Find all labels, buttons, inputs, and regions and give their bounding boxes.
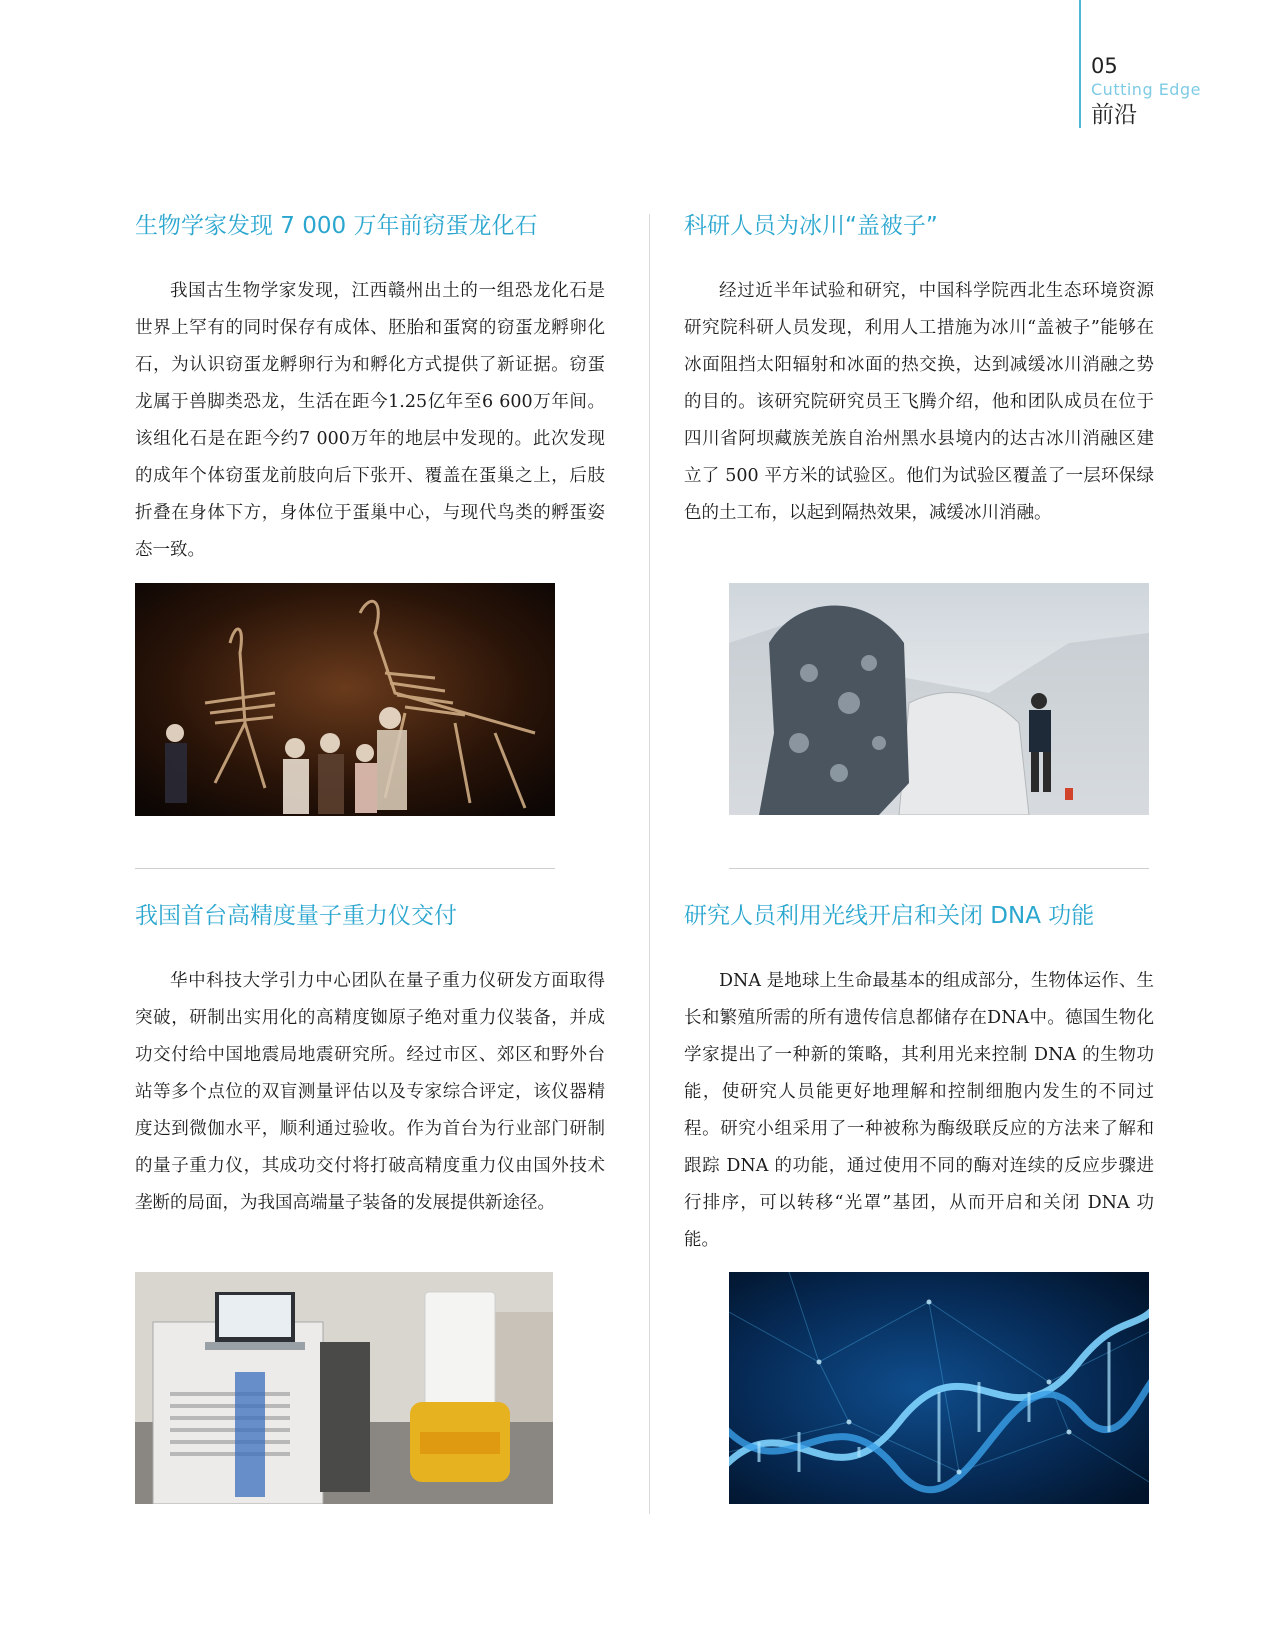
photo-glacier-cover [729,583,1149,815]
article-body: 我国古生物学家发现，江西赣州出土的一组恐龙化石是世界上罕有的同时保存有成体、胚胎和蛋窝的窃蛋龙孵卵化石，为认识窃蛋龙孵卵行为和孵化方式提供了新证据。窃蛋龙属于兽脚类恐龙，生活在距今1.25亿年至6 600万年间。该组化石是在距今约7 000万年的地层中发现的。此次发现的成年个体窃蛋龙前肢向后下张开、覆盖在蛋巢之上，后肢折叠在身体下方，身体位于蛋巢中心，与现代鸟类的孵蛋姿态一致。 [135,281,605,560]
article-title: 生物学家发现 7 000 万年前窃蛋龙化石 [135,213,538,239]
article-dna [684,900,1154,1259]
article-body: 经过近半年试验和研究，中国科学院西北生态环境资源研究院科研人员发现，利用人工措施为冰川“盖被子”能够在冰面阻挡太阳辐射和冰面的热交换，达到减缓冰川消融之势的目的。该研究院研究员王飞腾介绍，他和团队成员在位于四川省阿坝藏族羌族自治州黑水县境内的达古冰川消融区建立了 500 平方米的试验区。他们为试验区覆盖了一层环保绿色的土工布，以起到隔热效果，减缓冰川消融。 [684,281,1154,523]
article-gravimeter [135,900,605,1222]
article-body: DNA 是地球上生命最基本的组成部分，生物体运作、生长和繁殖所需的所有遗传信息都储存在DNA中。德国生物化学家提出了一种新的策略，其利用光来控制 DNA 的生物功能，使研究人员能更好地理解和控制细胞内发生的不同过程。研究小组采用了一种被称为酶级联反应的方法来了解和跟踪 DNA 的功能，通过使用不同的酶对连续的反应步骤进行排序，可以转移“光罩”基团，从而开启和关闭 DNA 功能。 [684,971,1154,1250]
article-body: 华中科技大学引力中心团队在量子重力仪研发方面取得突破，研制出实用化的高精度铷原子绝对重力仪装备，并成功交付给中国地震局地震研究所。经过市区、郊区和野外台站等多个点位的双盲测量评估以及专家综合评定，该仪器精度达到微伽水平，顺利通过验收。作为首台为行业部门研制的量子重力仪，其成功交付将打破高精度重力仪由国外技术垄断的局面，为我国高端量子装备的发展提供新途径。 [135,971,605,1213]
section-title-cn: 前沿 [1091,102,1137,128]
photo-quantum-gravimeter [135,1272,553,1504]
row-divider-right [729,868,1149,869]
row-divider-left [135,868,555,869]
article-dinosaur [135,210,605,569]
header-rule [1079,0,1081,128]
photo-dna-helix [729,1272,1149,1504]
article-title: 我国首台高精度量子重力仪交付 [135,903,457,929]
page-number: 05 [1091,54,1118,78]
article-glacier [684,210,1154,532]
article-title: 研究人员利用光线开启和关闭 DNA 功能 [684,903,1095,929]
photo-dinosaur-skeletons [135,583,555,816]
column-divider [649,214,650,1514]
section-title-en: Cutting Edge [1091,80,1201,99]
article-title: 科研人员为冰川“盖被子” [684,213,938,239]
